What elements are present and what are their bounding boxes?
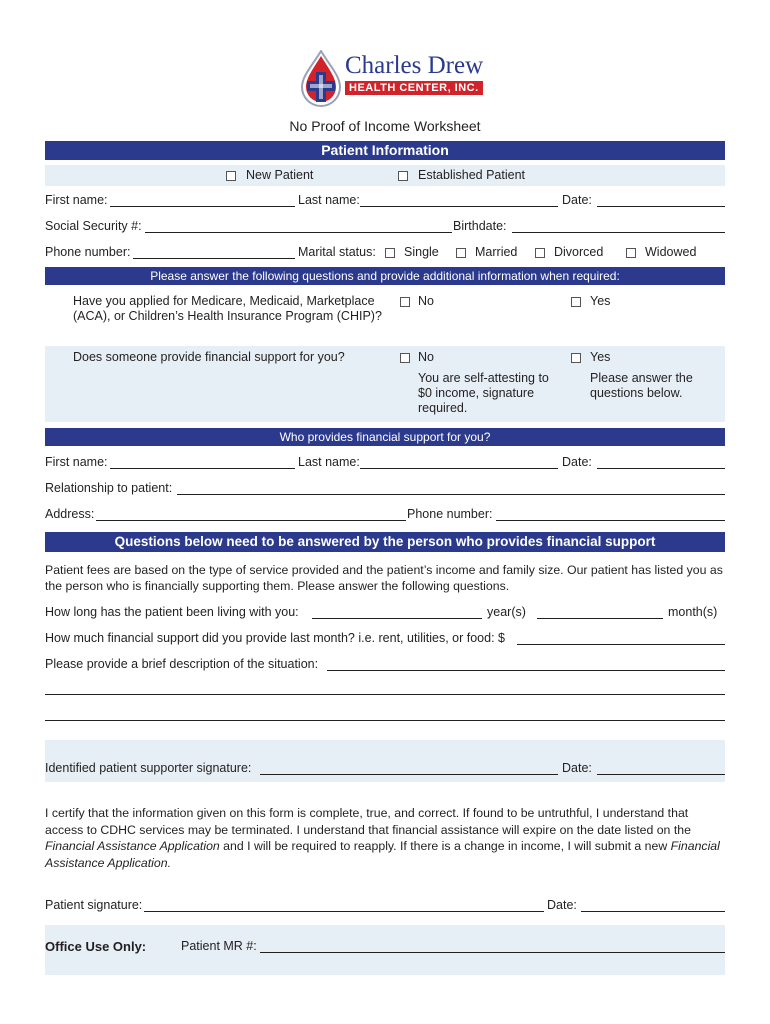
patient-signature-date-field[interactable] xyxy=(581,911,725,912)
cross-drop-icon xyxy=(298,50,344,108)
relationship-label: Relationship to patient: xyxy=(45,481,173,495)
supporter-header xyxy=(45,428,725,446)
certification-text xyxy=(45,805,729,871)
office-use-row xyxy=(45,925,725,975)
questions-heading: Please answer the following questions and provide additional information when required: xyxy=(150,269,620,283)
description-field-2[interactable] xyxy=(45,694,725,695)
years-label: year(s) xyxy=(487,605,526,619)
birthdate-label: Birthdate: xyxy=(453,219,507,233)
patient-info-header xyxy=(45,141,725,160)
supporter-signature-date-label: Date: xyxy=(562,761,592,775)
supporter-questions-header xyxy=(45,532,725,552)
phone-field[interactable] xyxy=(133,258,295,259)
description-field-1[interactable] xyxy=(327,670,725,671)
supporter-date-field[interactable] xyxy=(597,468,725,469)
q2-yes-checkbox[interactable] xyxy=(571,353,581,363)
patient-type-row xyxy=(45,165,725,186)
supporter-intro: Patient fees are based on the type of service provided and the patient’s income and family size. Our patient has listed you as the person who is financially supporting them. Please answer the following questions. xyxy=(45,563,723,593)
supporter-first-name-label: First name: xyxy=(45,455,108,469)
org-name: Charles Drew xyxy=(345,52,484,79)
supporter-first-name-field[interactable] xyxy=(110,468,295,469)
certify-italic-1: Financial Assistance Application xyxy=(45,839,220,853)
date-field[interactable] xyxy=(597,206,725,207)
single-checkbox[interactable] xyxy=(385,248,395,258)
divorced-checkbox[interactable] xyxy=(535,248,545,258)
supporter-phone-field[interactable] xyxy=(496,520,725,521)
address-field[interactable] xyxy=(96,520,406,521)
patient-info-heading: Patient Information xyxy=(321,142,449,158)
married-label: Married xyxy=(475,245,518,259)
established-patient-label: Established Patient xyxy=(418,168,526,182)
supporter-signature-date-field[interactable] xyxy=(597,774,725,775)
questions-header xyxy=(45,267,725,285)
supporter-heading: Who provides financial support for you? xyxy=(279,430,491,444)
question-medicare: Have you applied for Medicare, Medicaid, Marketplace (ACA), or Children’s Health Insurance Program (CHIP)? xyxy=(73,294,382,323)
months-label: month(s) xyxy=(668,605,718,619)
how-much-field[interactable] xyxy=(517,644,725,645)
certify-text-1: I certify that the information given on this form is complete, true, and correct. If found to be untruthful, I understand that access to CDHC services may be terminated. I understand that financial assistance will expire on the date listed on the xyxy=(45,806,691,837)
patient-signature-label: Patient signature: xyxy=(45,898,143,912)
first-name-label: First name: xyxy=(45,193,108,207)
q2-no-note: You are self-attesting to $0 income, signature required. xyxy=(418,371,549,415)
q1-yes-checkbox[interactable] xyxy=(571,297,581,307)
certify-italic-2: Financial Assistance Application. xyxy=(45,839,720,870)
description-label: Please provide a brief description of the situation: xyxy=(45,657,319,671)
q2-yes-label: Yes xyxy=(590,350,611,364)
q2-no-checkbox[interactable] xyxy=(400,353,410,363)
how-much-label: How much financial support did you provide last month? i.e. rent, utilities, or food: $ xyxy=(45,631,505,645)
single-label: Single xyxy=(404,245,439,259)
patient-mr-field[interactable] xyxy=(260,952,725,953)
supporter-last-name-field[interactable] xyxy=(360,468,558,469)
patient-mr-label: Patient MR #: xyxy=(181,939,257,953)
org-subtitle: HEALTH CENTER, INC. xyxy=(345,81,483,95)
supporter-last-name-label: Last name: xyxy=(298,455,360,469)
new-patient-label: New Patient xyxy=(246,168,314,182)
supporter-date-label: Date: xyxy=(562,455,592,469)
q1-no-checkbox[interactable] xyxy=(400,297,410,307)
married-checkbox[interactable] xyxy=(456,248,466,258)
last-name-field[interactable] xyxy=(360,206,558,207)
supporter-signature-field[interactable] xyxy=(260,774,558,775)
first-name-field[interactable] xyxy=(110,206,295,207)
new-patient-checkbox[interactable] xyxy=(226,171,236,181)
supporter-signature-label: Identified patient supporter signature: xyxy=(45,761,252,775)
supporter-questions-heading: Questions below need to be answered by the person who provides financial support xyxy=(114,534,656,549)
form-title: No Proof of Income Worksheet xyxy=(289,118,481,134)
marital-status-label: Marital status: xyxy=(298,245,376,259)
question-support: Does someone provide financial support for you? xyxy=(73,350,345,364)
ssn-field[interactable] xyxy=(145,232,452,233)
years-field[interactable] xyxy=(312,618,482,619)
patient-signature-field[interactable] xyxy=(144,911,544,912)
date-label: Date: xyxy=(562,193,592,207)
established-patient-checkbox[interactable] xyxy=(398,171,408,181)
phone-label: Phone number: xyxy=(45,245,131,259)
patient-signature-date-label: Date: xyxy=(547,898,577,912)
q1-yes-label: Yes xyxy=(590,294,611,308)
relationship-field[interactable] xyxy=(177,494,725,495)
widowed-checkbox[interactable] xyxy=(626,248,636,258)
q1-no-label: No xyxy=(418,294,434,308)
q2-yes-note: Please answer the questions below. xyxy=(590,371,693,400)
description-field-3[interactable] xyxy=(45,720,725,721)
address-label: Address: xyxy=(45,507,95,521)
certify-text-2: and I will be required to reapply. If there is a change in income, I will submit a new xyxy=(219,839,671,853)
office-use-label: Office Use Only: xyxy=(45,939,147,954)
how-long-label: How long has the patient been living with you: xyxy=(45,605,299,619)
months-field[interactable] xyxy=(537,618,663,619)
supporter-phone-label: Phone number: xyxy=(407,507,493,521)
widowed-label: Widowed xyxy=(645,245,697,259)
q2-no-label: No xyxy=(418,350,434,364)
divorced-label: Divorced xyxy=(554,245,604,259)
logo xyxy=(298,50,483,110)
birthdate-field[interactable] xyxy=(512,232,725,233)
ssn-label: Social Security #: xyxy=(45,219,142,233)
last-name-label: Last name: xyxy=(298,193,360,207)
